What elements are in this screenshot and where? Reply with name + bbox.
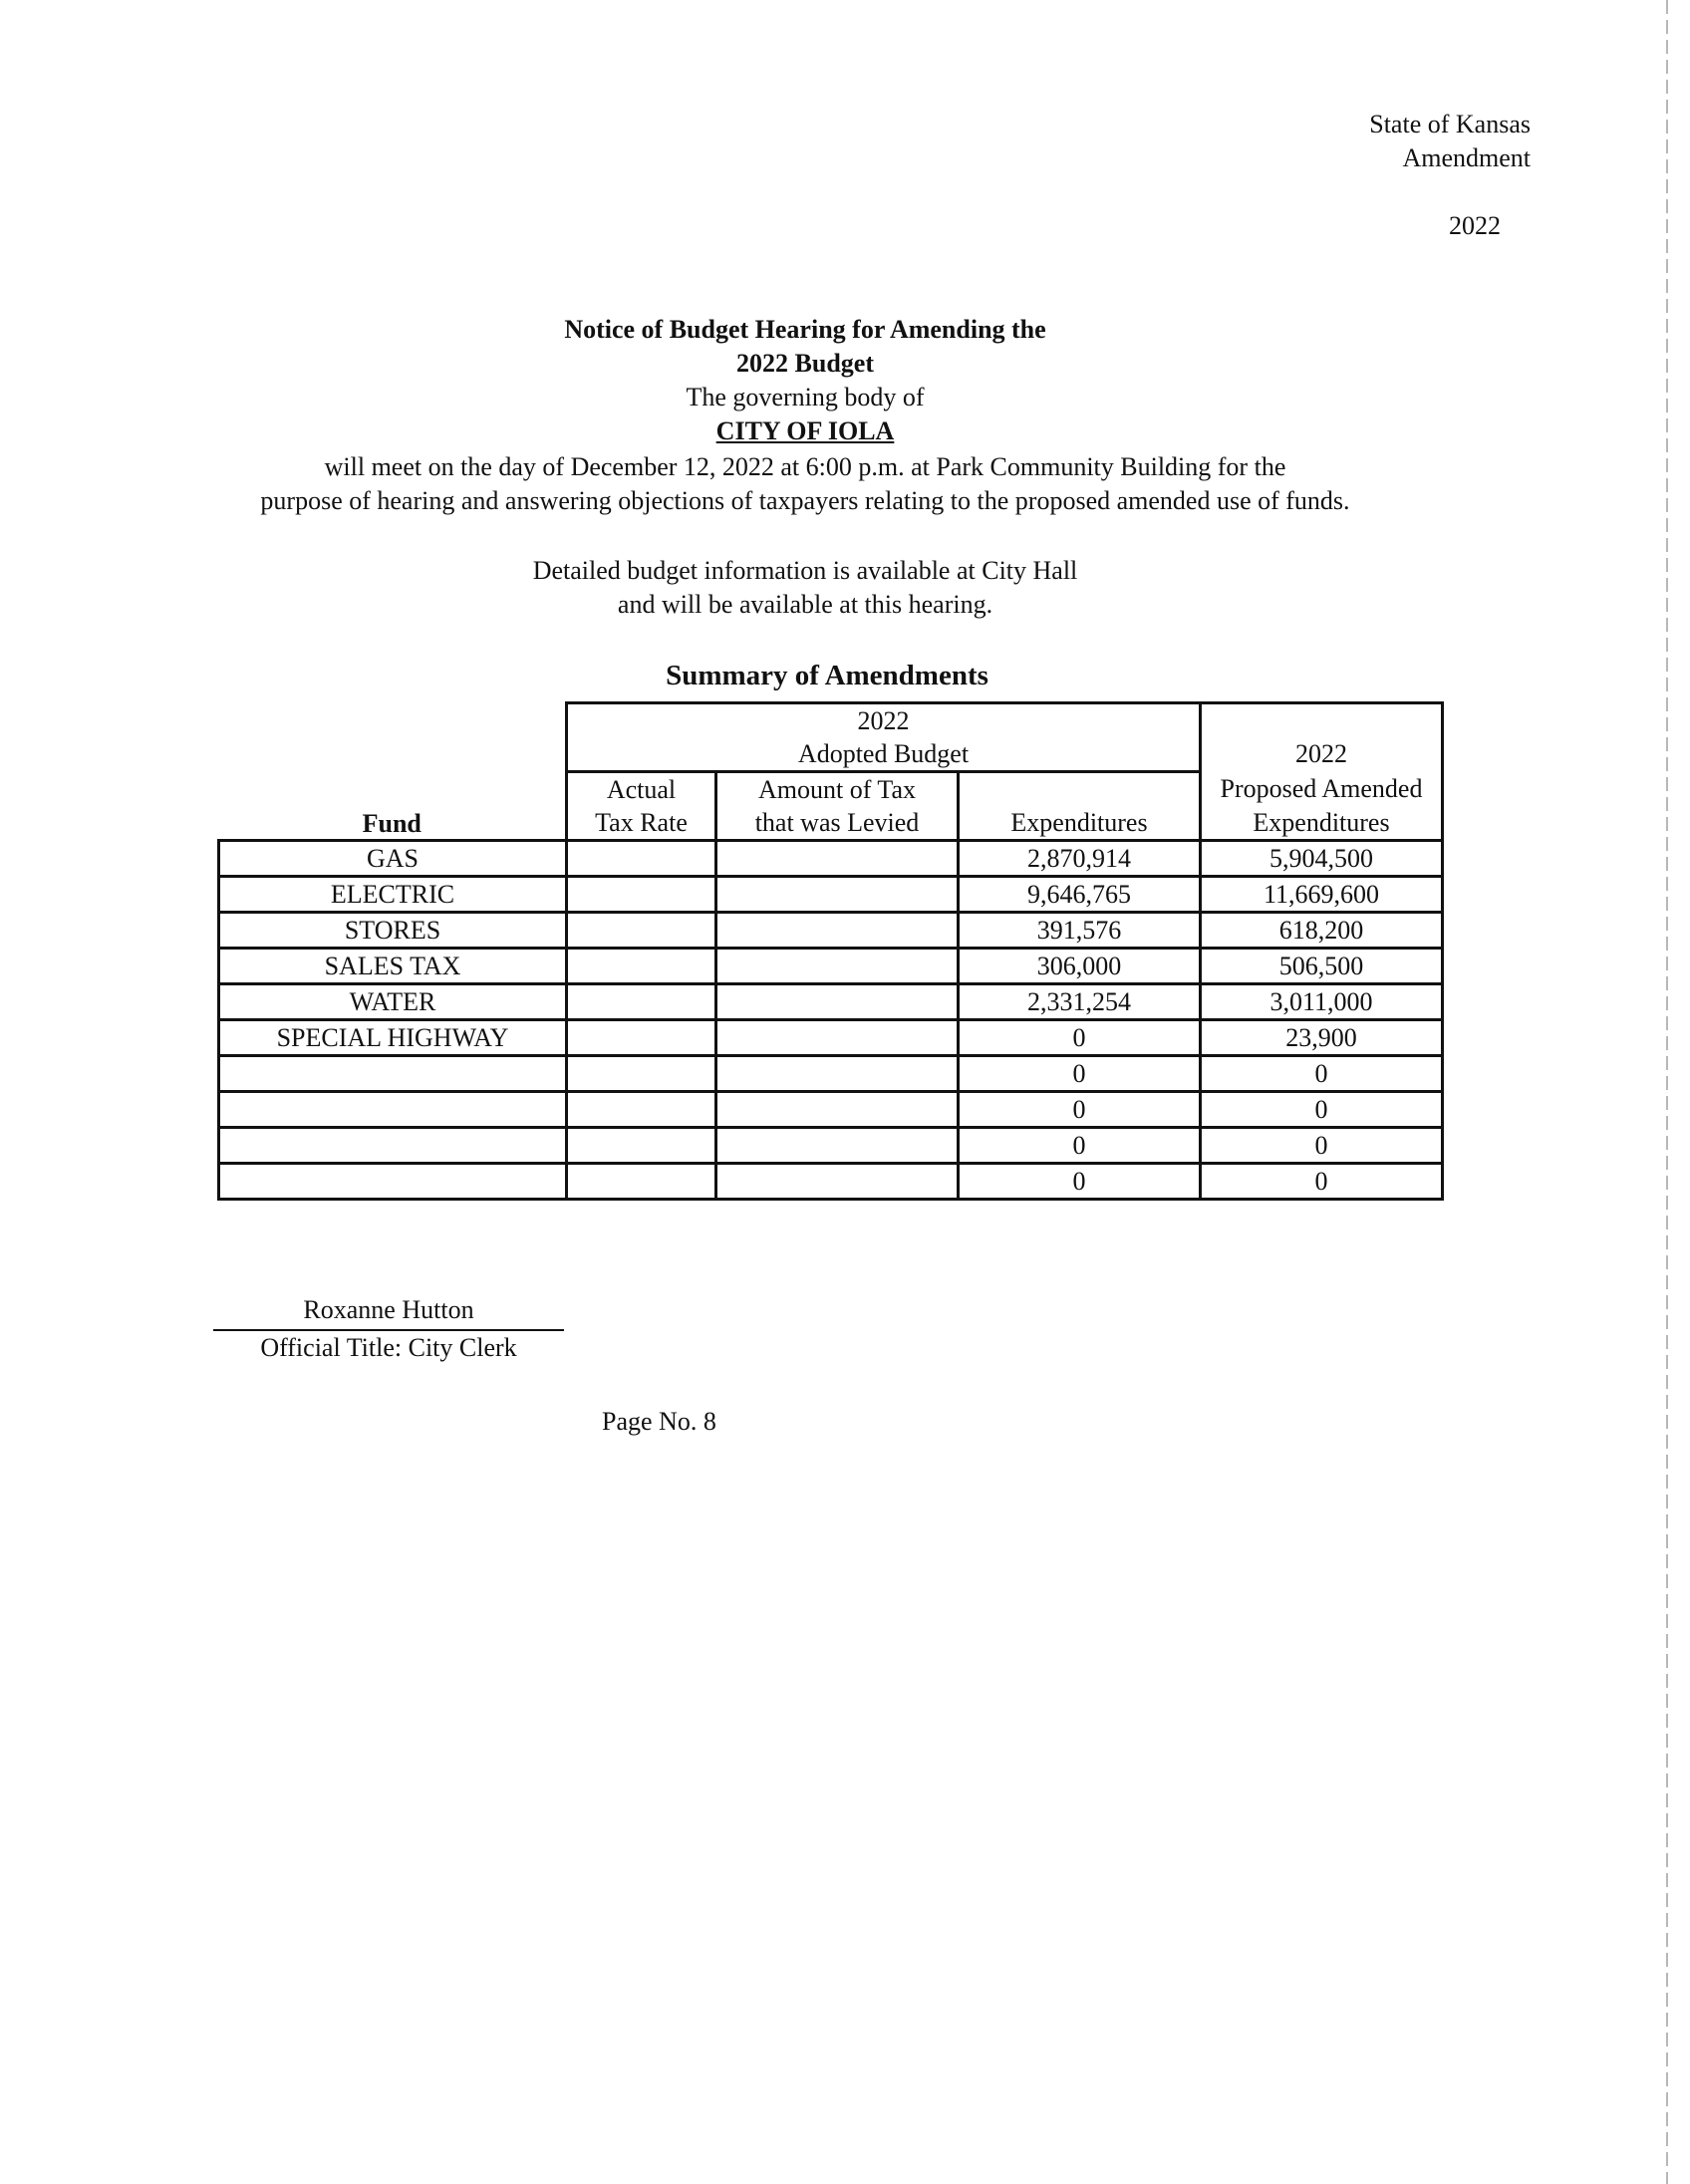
table-row: [219, 841, 1443, 877]
scan-edge-artifact: [1666, 0, 1668, 2184]
summary-title: Summary of Amendments: [666, 660, 988, 691]
cell-tax-levied: [716, 984, 959, 1020]
cell-fund: [219, 1056, 567, 1092]
cell-fund: WATER: [219, 984, 567, 1020]
cell-tax-levied: [716, 913, 959, 949]
cell-expenditures: 0: [959, 1128, 1201, 1164]
cell-proposed: 0: [1201, 1164, 1443, 1200]
cell-expenditures: 0: [959, 1056, 1201, 1092]
cell-proposed: 23,900: [1201, 1020, 1443, 1056]
cell-tax-rate: [567, 1164, 716, 1200]
cell-tax-levied: [716, 1056, 959, 1092]
proposed-year-header: 2022: [1201, 737, 1443, 772]
cell-tax-rate: [567, 1020, 716, 1056]
info-line1: Detailed budget information is available at City Hall: [532, 556, 1078, 585]
cell-expenditures: 0: [959, 1164, 1201, 1200]
cell-tax-levied: [716, 1092, 959, 1128]
actual-header-line2: Tax Rate: [567, 806, 716, 841]
header-doc-type: Amendment: [1402, 143, 1531, 172]
notice-title-line2: 2022 Budget: [736, 349, 874, 378]
table-row: [219, 1056, 1443, 1092]
cell-tax-rate: [567, 949, 716, 984]
cell-tax-levied: [716, 1128, 959, 1164]
summary-table: [217, 701, 1444, 1201]
table-row: [219, 877, 1443, 913]
cell-fund: GAS: [219, 841, 567, 877]
cell-tax-levied: [716, 949, 959, 984]
group-year-header: 2022: [567, 703, 1201, 738]
cell-tax-rate: [567, 1128, 716, 1164]
page-number: Page No. 8: [602, 1407, 716, 1436]
cell-tax-rate: [567, 984, 716, 1020]
cell-tax-rate: [567, 1092, 716, 1128]
cell-expenditures: 391,576: [959, 913, 1201, 949]
group-label-header: Adopted Budget: [567, 737, 1201, 772]
header-year: 2022: [1449, 211, 1501, 240]
cell-fund: [219, 1128, 567, 1164]
meeting-line1: will meet on the day of December 12, 2022 at 6:00 p.m. at Park Community Building for the: [324, 452, 1286, 481]
cell-fund: STORES: [219, 913, 567, 949]
table-row: [219, 913, 1443, 949]
table-row: [219, 984, 1443, 1020]
proposed-header-line1: Proposed Amended: [1201, 772, 1443, 807]
cell-tax-levied: [716, 1164, 959, 1200]
meeting-line2: purpose of hearing and answering objections of taxpayers relating to the proposed amended use of funds.: [260, 486, 1350, 515]
table-row: [219, 1164, 1443, 1200]
cell-fund: ELECTRIC: [219, 877, 567, 913]
cell-tax-rate: [567, 913, 716, 949]
levied-header-line1: Amount of Tax: [716, 772, 959, 807]
cell-expenditures: 0: [959, 1092, 1201, 1128]
table-row: [219, 1092, 1443, 1128]
cell-proposed: 3,011,000: [1201, 984, 1443, 1020]
cell-tax-rate: [567, 1056, 716, 1092]
cell-proposed: 0: [1201, 1128, 1443, 1164]
expenditures-header: Expenditures: [959, 806, 1201, 841]
cell-proposed: 5,904,500: [1201, 841, 1443, 877]
signature-name: Roxanne Hutton: [303, 1295, 474, 1324]
cell-tax-rate: [567, 841, 716, 877]
cell-fund: [219, 1164, 567, 1200]
levied-header-line2: that was Levied: [716, 806, 959, 841]
cell-proposed: 0: [1201, 1056, 1443, 1092]
info-line2: and will be available at this hearing.: [617, 590, 993, 619]
cell-expenditures: 0: [959, 1020, 1201, 1056]
table-row: [219, 1128, 1443, 1164]
table-row: [219, 1020, 1443, 1056]
cell-tax-rate: [567, 877, 716, 913]
cell-expenditures: 9,646,765: [959, 877, 1201, 913]
proposed-header-line2: Expenditures: [1201, 806, 1443, 841]
cell-expenditures: 306,000: [959, 949, 1201, 984]
cell-expenditures: 2,331,254: [959, 984, 1201, 1020]
fund-header: Fund: [219, 806, 567, 841]
cell-proposed: 618,200: [1201, 913, 1443, 949]
cell-tax-levied: [716, 841, 959, 877]
cell-tax-levied: [716, 877, 959, 913]
governing-body-line: The governing body of: [686, 383, 925, 411]
actual-header-line1: Actual: [567, 772, 716, 807]
cell-fund: [219, 1092, 567, 1128]
notice-title-line1: Notice of Budget Hearing for Amending the: [564, 315, 1046, 344]
cell-tax-levied: [716, 1020, 959, 1056]
table-row: [219, 949, 1443, 984]
cell-proposed: 506,500: [1201, 949, 1443, 984]
cell-expenditures: 2,870,914: [959, 841, 1201, 877]
header-state: State of Kansas: [1369, 110, 1531, 138]
cell-proposed: 11,669,600: [1201, 877, 1443, 913]
city-name: CITY OF IOLA: [715, 416, 895, 445]
cell-fund: SPECIAL HIGHWAY: [219, 1020, 567, 1056]
cell-fund: SALES TAX: [219, 949, 567, 984]
signature-title: Official Title: City Clerk: [260, 1333, 517, 1362]
cell-proposed: 0: [1201, 1092, 1443, 1128]
